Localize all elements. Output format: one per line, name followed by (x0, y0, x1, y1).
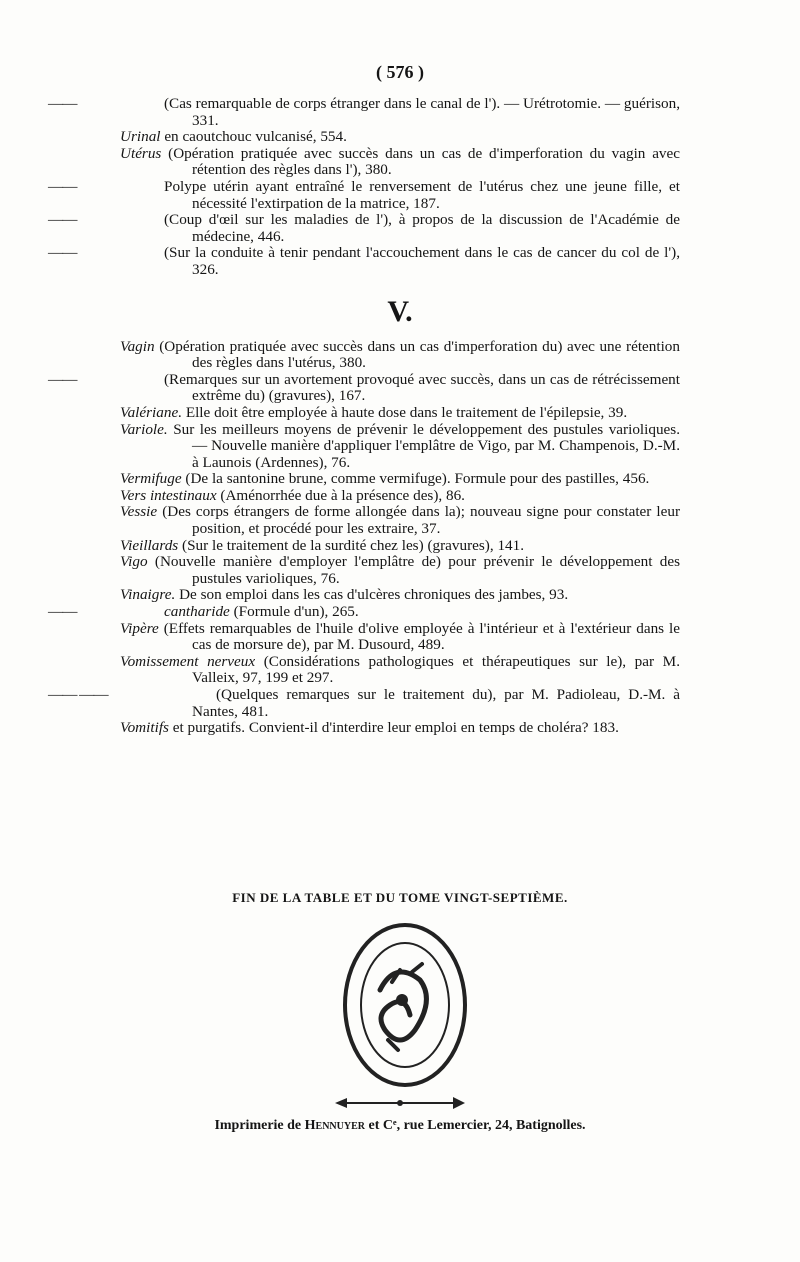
index-entry (120, 339, 680, 372)
entry-term: Vigo (120, 553, 148, 571)
index-entry (120, 405, 680, 422)
entry-term: Variole. (120, 420, 168, 438)
end-title: FIN DE LA TABLE ET DU TOME VINGT-SEPTIÈME. (232, 890, 568, 905)
entry-text: (De la santonine brune, comme vermifuge). Formule pour des pastilles, 456. (185, 470, 650, 488)
ditto-dash: —— (48, 95, 77, 112)
entry-term: Urinal (120, 128, 161, 146)
entry-text: (Opération pratiquée avec succès dans un cas d'imperforation du) avec une rétention des règles dans l'utérus, 380. (159, 337, 680, 372)
ornament-rule (0, 1096, 800, 1115)
entry-term: Vieillards (120, 536, 179, 554)
index-entry (48, 244, 680, 278)
ornament-icon (335, 1096, 465, 1110)
index-entry (120, 587, 680, 604)
index-entry (120, 554, 680, 587)
entry-term: Vagin (120, 337, 155, 355)
entry-term: Vermifuge (120, 470, 182, 488)
entry-text: (Considérations pathologiques et thérapeutiques sur le), par M. Valleix, 97, 199 et 297. (192, 652, 680, 687)
entry-text: Elle doit être employée à haute dose dans le traitement de l'épilepsie, 39. (185, 403, 628, 421)
entry-text: (Cas remarquable de corps étranger dans le canal de l'). — Urétrotomie. — guérison, 331. (164, 95, 680, 129)
entry-text: (Opération pratiquée avec succès dans un cas de d'imperforation du vagin avec rétention des règles dans l'), 380. (168, 144, 681, 179)
entry-term: Valériane. (120, 403, 183, 421)
entry-text: (Remarques sur un avortement provoqué avec succès, dans un cas de rétrécissement extrême du) (gravures), 167. (164, 370, 680, 405)
entry-term: Vipère (120, 619, 159, 637)
index-entry (48, 603, 680, 621)
entry-text: et purgatifs. Convient-il d'interdire leur emploi en temps de choléra? 183. (172, 719, 619, 737)
entry-text: (Quelques remarques sur le traitement du), par M. Padioleau, D.-M. à Nantes, 481. (192, 686, 680, 720)
imprint-suffix: et Cᵉ, rue Lemercier, 24, Batignolles. (368, 1118, 586, 1133)
entry-text: (Sur le traitement de la surdité chez les) (gravures), 141. (182, 536, 525, 554)
imprint-line (0, 1118, 800, 1134)
index-entry (120, 720, 680, 737)
index-entry (48, 177, 680, 212)
entry-text: (Sur la conduite à tenir pendant l'accouchement dans le cas de cancer du col de l'), 326. (164, 244, 680, 278)
entries-v-section (48, 337, 681, 737)
index-entry (120, 504, 680, 537)
entry-text: (Effets remarquables de l'huile d'olive employée à l'intérieur et à l'extérieur dans le cas de morsure de), par M. Dusourd, 489. (163, 619, 680, 654)
entry-term: Vers intestinaux (120, 486, 217, 504)
entry-text: (Formule d'un), 265. (233, 603, 359, 621)
index-entry (120, 488, 680, 505)
index-entry (120, 146, 680, 179)
entries-u-section (48, 95, 681, 279)
entry-text: Sur les meilleurs moyens de prévenir le développement des pustules varioliques. — Nouvelle manière d'appliquer l'emplâtre de Vigo, par M. Champenois, D.-M. à Launois (Ardennes), 76. (173, 420, 680, 471)
index-entry (120, 654, 680, 687)
entry-term: Vomitifs (120, 719, 169, 737)
ditto-dash: —— (48, 177, 77, 195)
entry-text: en caoutchouc vulcanisé, 554. (164, 128, 347, 146)
entry-text: (Des corps étrangers de forme allongée dans la); nouveau signe pour constater leur position, et procédé pour les extraire, 37. (162, 503, 681, 538)
ditto-dash: —— (48, 370, 77, 388)
ditto-dash: —— (48, 244, 77, 262)
entry-term: cantharide (164, 603, 230, 621)
page-number: ( 576 ) (376, 62, 424, 82)
index-entry (120, 471, 680, 488)
index-entry (48, 370, 680, 405)
index-entry (120, 422, 680, 472)
imprint-prefix: Imprimerie de (214, 1118, 302, 1133)
section-letter-v: V. (387, 294, 413, 328)
index-entry (48, 95, 680, 129)
imprint-printer: Hennuyer (304, 1118, 365, 1133)
entry-text: (Nouvelle manière d'employer l'emplâtre de) pour prévenir le développement des pustules varioliques, 76. (154, 553, 681, 587)
ditto-dash: —— (48, 603, 77, 621)
entry-term: Vomissement nerveux (120, 652, 256, 670)
entry-term: Vinaigre. (120, 586, 176, 604)
entry-term: Utérus (120, 144, 162, 162)
entry-text: (Aménorrhée due à la présence des), 86. (220, 486, 465, 504)
index-entry (120, 621, 680, 654)
library-stamp (340, 920, 470, 1095)
entry-text: Polype utérin ayant entraîné le renversement de l'utérus chez une jeune fille, et nécessité l'extirpation de la matrice, 187. (164, 177, 680, 212)
index-entry (48, 211, 680, 245)
stamp-seal-icon (340, 920, 470, 1090)
ditto-dash: —— —— (48, 686, 108, 703)
index-entry (48, 686, 680, 720)
entry-text: (Coup d'œil sur les maladies de l'), à propos de la discussion de l'Académie de médecine, 446. (164, 211, 680, 245)
index-entry (120, 129, 680, 146)
entry-term: Vessie (120, 503, 158, 521)
ditto-dash: —— (48, 211, 77, 229)
index-entry (120, 538, 680, 555)
entry-text: De son emploi dans les cas d'ulcères chroniques des jambes, 93. (179, 586, 569, 604)
index-entries (48, 95, 681, 737)
